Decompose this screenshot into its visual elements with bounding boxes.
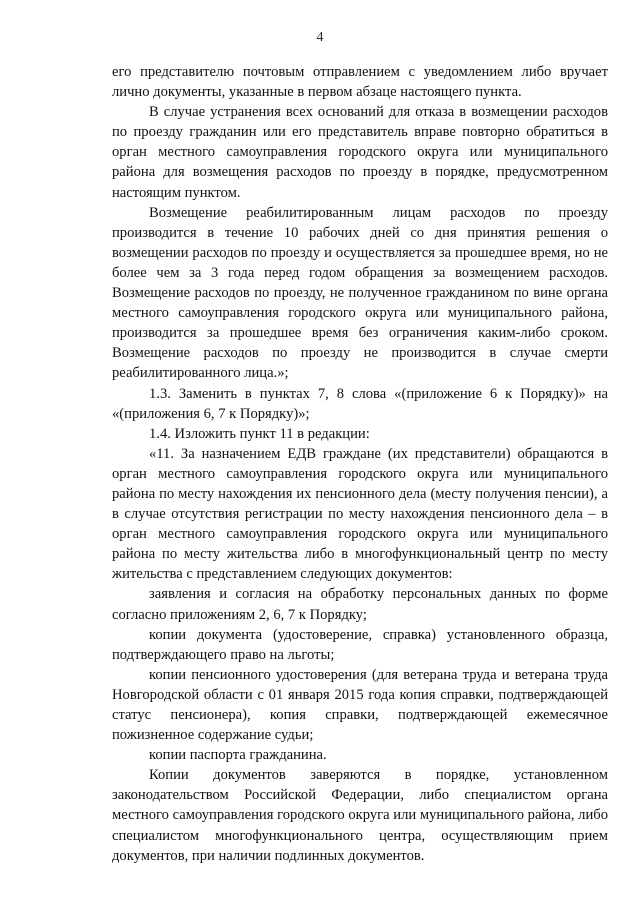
document-body xyxy=(112,62,608,866)
paragraph-1: его представителю почтовым отправлением с уведомлением либо вручает лично документы, указанные в первом абзаце настоящего пункта. xyxy=(112,64,608,101)
paragraph-5: 1.4. Изложить пункт 11 в редакции: xyxy=(149,425,370,442)
paragraph-8: копии документа (удостоверение, справка) установленного образца, подтверждающего право на льготы; xyxy=(112,626,608,663)
paragraph-7: заявления и согласия на обработку персональных данных по форме согласно приложениям 2, 6, 7 к Порядку; xyxy=(112,586,608,623)
page-number: 4 xyxy=(316,30,324,45)
paragraph-6: «11. За назначением ЕДВ граждане (их представители) обращаются в орган местного самоуправления городского округа или муниципального района по месту нахождения их пенсионного дела (месту получения пенсии), а в случае отсутствия регистрации по месту нахождения пенсионного дела – в орган местного самоуправления городского округа или муниципального района по месту жительства либо в многофункциональный центр по месту жительства с представлением следующих документов: xyxy=(112,445,608,583)
paragraph-10: копии паспорта гражданина. xyxy=(149,747,327,764)
paragraph-11: Копии документов заверяются в порядке, установленном законодательством Российской Федерации, либо специалистом органа местного самоуправления городского округа или муниципального района, либо специалистом многофункционального центра, осуществляющим прием документов, при наличии подлинных документов. xyxy=(112,767,608,864)
paragraph-9: копии пенсионного удостоверения (для ветерана труда и ветерана труда Новгородской области с 01 января 2015 года копия справки, подтверждающей статус пенсионера), копия справки, подтверждающей ежемесячное пожизненное содержание судьи; xyxy=(112,666,608,744)
paragraph-2: В случае устранения всех оснований для отказа в возмещении расходов по проезду гражданин или его представитель вправе повторно обратиться в орган местного самоуправления городского округа или муниципального района для возмещения расходов по проезду в порядке, предусмотренном настоящим пунктом. xyxy=(112,104,608,201)
paragraph-3: Возмещение реабилитированным лицам расходов по проезду производится в течение 10 рабочих дней со дня принятия решения о возмещении расходов по проезду и осуществляется за прошедшее время, но не более чем за 3 года перед годом обращения за возмещением расходов. Возмещение расходов по проезду, не полученное гражданином по вине органа местного самоуправления городского округа или муниципального района, производится за прошедшее время без ограничения каким-либо сроком. Возмещение расходов по проезду не производится в случае смерти реабилитированного лица.»; xyxy=(112,204,608,382)
paragraph-4: 1.3. Заменить в пунктах 7, 8 слова «(приложение 6 к Порядку)» на «(приложения 6, 7 к Порядку)»; xyxy=(112,385,608,422)
